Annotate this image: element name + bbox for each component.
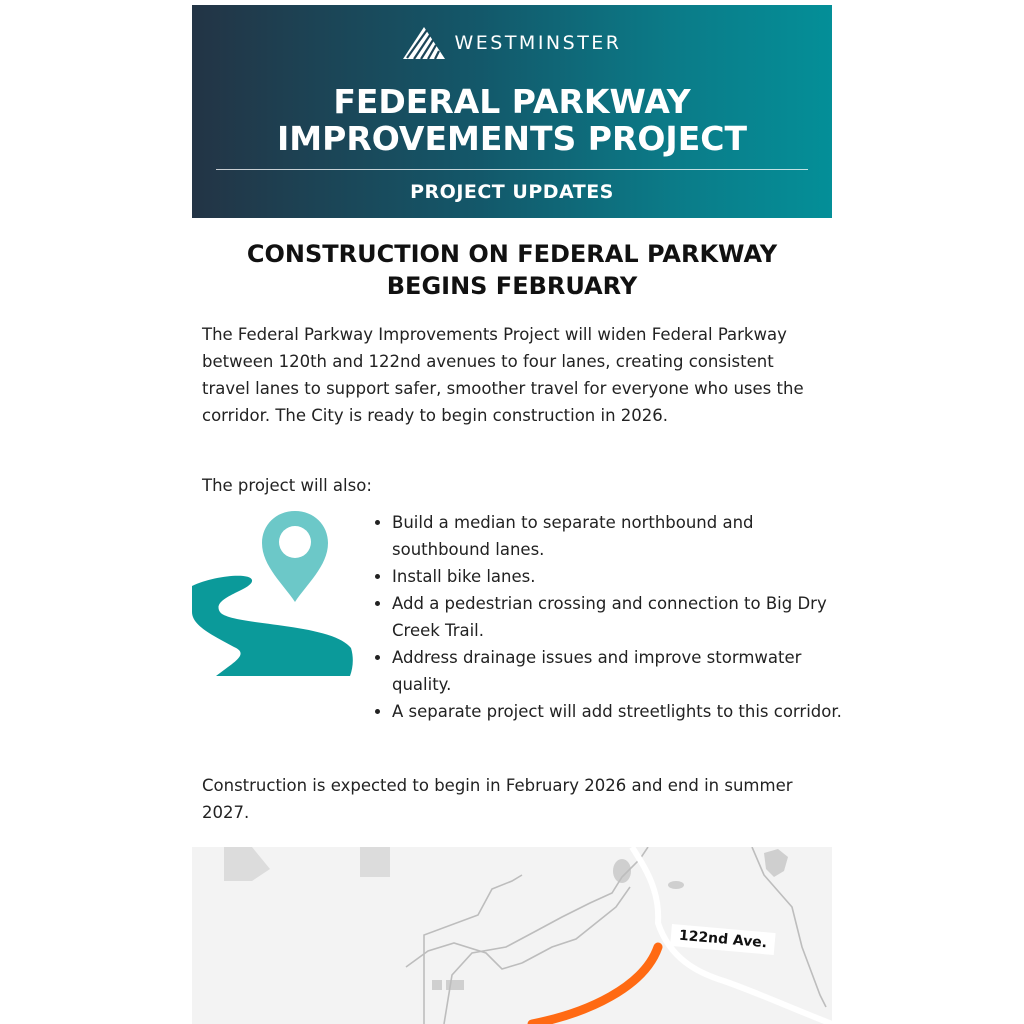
timeline-paragraph: Construction is expected to begin in February 2026 and end in summer 2027.: [202, 776, 793, 822]
bullet-item: • Build a median to separate northbound and southbound lanes.: [392, 509, 842, 563]
article-headline: [192, 238, 832, 302]
project-title: [192, 83, 832, 157]
project-bullet-list: [372, 509, 842, 725]
bullet-item: • A separate project will add streetlights to this corridor.: [392, 698, 842, 725]
street-label-122nd-ave: 122nd Ave.: [670, 924, 776, 955]
project-title-line-1: FEDERAL PARKWAY: [333, 82, 691, 121]
bullet-item: • Install bike lanes.: [392, 563, 842, 590]
bullet-item: • Add a pedestrian crossing and connection to Big Dry Creek Trail.: [392, 590, 842, 644]
project-header-banner: [192, 5, 832, 218]
westminster-logo-icon: [402, 25, 446, 61]
project-updates-label: PROJECT UPDATES: [410, 181, 614, 203]
brand-name: WESTMINSTER: [454, 32, 622, 54]
intro-paragraph: The Federal Parkway Improvements Project will widen Federal Parkway between 120th and 122nd avenues to four lanes, creating consistent travel lanes to support safer, smoother travel for everyone who uses the corridor. The City is ready to begin construction in 2026.: [202, 325, 804, 425]
header-divider: [216, 169, 808, 170]
headline-line-2: BEGINS FEBRUARY: [386, 272, 638, 300]
bullet-item: • Address drainage issues and improve stormwater quality.: [392, 644, 842, 698]
brand: [192, 25, 832, 61]
also-lead-text: The project will also:: [202, 476, 372, 495]
map-pin-road-icon: [192, 508, 354, 678]
project-title-line-2: IMPROVEMENTS PROJECT: [277, 119, 747, 158]
headline-line-1: CONSTRUCTION ON FEDERAL PARKWAY: [246, 240, 778, 268]
